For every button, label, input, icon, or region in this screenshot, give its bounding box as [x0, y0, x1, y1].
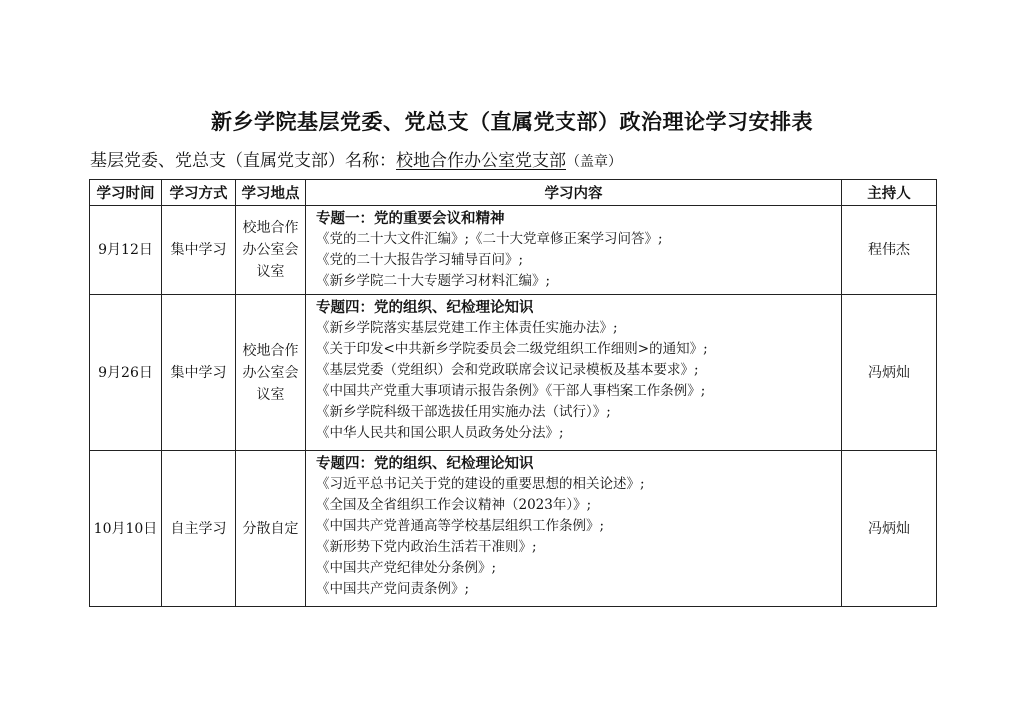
- content-item: 《中国共产党重大事项请示报告条例》《干部人事档案工作条例》;: [316, 383, 706, 399]
- location-text: 校地合作办公室会议室: [242, 220, 299, 280]
- content-item: 《基层党委（党组织）会和党政联席会议记录模板及基本要求》;: [316, 362, 699, 378]
- content-item: 《中国共产党普通高等学校基层组织工作条例》;: [316, 518, 605, 534]
- table-header-row: [90, 180, 937, 206]
- document-title: 新乡学院基层党委、党总支（直属党支部）政治理论学习安排表: [211, 109, 813, 134]
- row-method: 集中学习: [162, 206, 236, 295]
- row-date: 9月12日: [90, 206, 162, 295]
- location-text: 校地合作办公室会议室: [242, 342, 299, 403]
- seal-note: （盖章）: [566, 154, 622, 170]
- table-row: [90, 295, 937, 451]
- content-item: 《新乡学院落实基层党建工作主体责任实施办法》;: [316, 320, 618, 336]
- row-host: 冯炳灿: [842, 451, 937, 607]
- row-host: 程伟杰: [842, 206, 937, 295]
- content-item: 《中国共产党纪律处分条例》;: [316, 560, 497, 576]
- row-location: 分散自定: [236, 451, 306, 607]
- header-location: 学习地点: [236, 180, 306, 206]
- row-method: 自主学习: [162, 451, 236, 607]
- content-item: 《党的二十大文件汇编》;《二十大党章修正案学习问答》;: [316, 231, 663, 247]
- unit-name: 校地合作办公室党支部: [396, 151, 566, 171]
- content-item: 《新乡学院科级干部选拔任用实施办法（试行）》;: [316, 404, 611, 420]
- row-content: [306, 206, 842, 295]
- row-content: [306, 451, 842, 607]
- table-row: [90, 206, 937, 295]
- row-method: 集中学习: [162, 295, 236, 451]
- content-item: 《中华人民共和国公职人员政务处分法》;: [316, 425, 564, 441]
- topic-heading: 专题一：党的重要会议和精神: [316, 210, 505, 227]
- content-item: 《新乡学院二十大专题学习材料汇编》;: [316, 273, 551, 289]
- unit-line: [90, 146, 622, 171]
- table-row: [90, 451, 937, 607]
- schedule-table: [89, 179, 937, 607]
- unit-label: 基层党委、党总支（直属党支部）名称：: [90, 151, 396, 171]
- content-item: 《习近平总书记关于党的建设的重要思想的相关论述》;: [316, 476, 645, 492]
- header-date: 学习时间: [90, 180, 162, 206]
- row-host: 冯炳灿: [842, 295, 937, 451]
- row-location: [236, 206, 306, 295]
- content-item: 《党的二十大报告学习辅导百问》;: [316, 252, 524, 268]
- row-content: [306, 295, 842, 451]
- header-host: 主持人: [842, 180, 937, 206]
- topic-heading: 专题四：党的组织、纪检理论知识: [316, 299, 534, 316]
- header-method: 学习方式: [162, 180, 236, 206]
- content-item: 《新形势下党内政治生活若干准则》;: [316, 539, 537, 555]
- row-location: [236, 295, 306, 451]
- topic-heading: 专题四：党的组织、纪检理论知识: [316, 455, 534, 472]
- content-item: 《全国及全省组织工作会议精神（2023年）》;: [316, 497, 592, 513]
- row-date: 10月10日: [90, 451, 162, 607]
- header-content: 学习内容: [306, 180, 842, 206]
- row-date: 9月26日: [90, 295, 162, 451]
- content-item: 《中国共产党问责条例》;: [316, 581, 470, 597]
- content-item: 《关于印发<中共新乡学院委员会二级党组织工作细则>的通知》;: [316, 341, 708, 357]
